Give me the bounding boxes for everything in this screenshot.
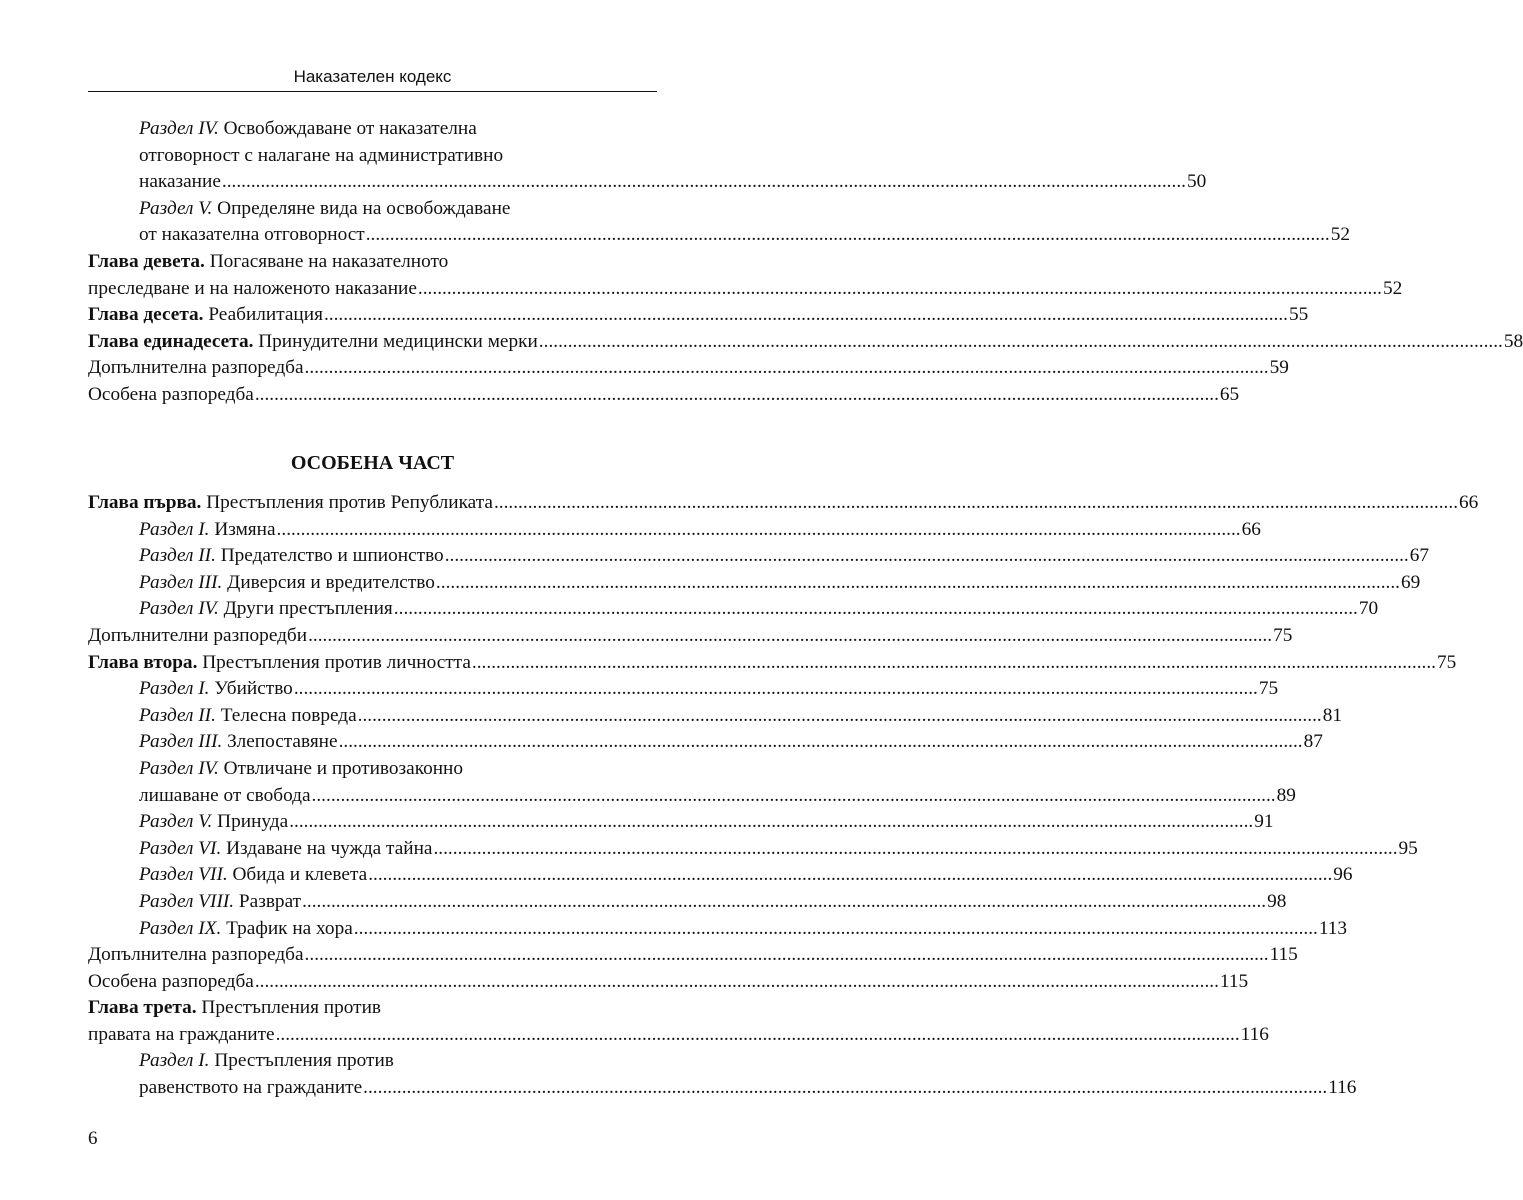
toc-entry-text [88,997,381,1018]
toc-entry-text [139,758,463,779]
toc-entry-line [88,596,1379,623]
toc-entry-line [88,862,1353,889]
toc-page-number: 52 [1330,224,1351,246]
toc-entry-title: преследване и на наложеното наказание [88,277,417,299]
dot-leader: ........................................................................................................................................................................................................ [308,624,1273,646]
toc-entry-text [139,118,477,139]
toc-page-number: 96 [1333,864,1353,886]
toc-entry-line [88,543,1430,570]
toc-page-number: 69 [1400,571,1421,593]
toc-general-part [88,116,1523,409]
toc-entry-text [139,783,311,810]
toc-entry-text [139,729,338,756]
toc-entry-title: Убийство [209,678,293,700]
toc-entry-text [88,969,254,996]
toc-entry-text [139,1050,394,1071]
toc-entry-label: Глава първа. [88,492,202,513]
toc-entry-title: Трафик на хора [221,917,353,939]
toc-entry-line [88,1022,1269,1049]
dot-leader: ........................................................................................................................................................................................................ [363,1077,1328,1099]
toc-entry-label: Раздел II. [139,704,216,726]
toc-entry-text [139,198,510,219]
toc-entry-text [139,596,393,623]
toc-entry-title: Измяна [209,518,276,540]
toc-entry-text [88,382,254,409]
dot-leader: ........................................................................................................................................................................................................ [444,545,1409,567]
toc-entry-text [139,145,503,166]
toc-entry-title: Злепоставяне [222,731,338,753]
toc-page-number: 58 [1503,330,1523,352]
toc-entry-text [139,222,365,249]
toc-entry-label: Глава десета. [88,304,204,326]
toc-page-number: 95 [1398,837,1418,859]
toc-entry-line [88,329,1523,356]
toc-entry-label: Раздел IV. [139,118,219,139]
toc-entry-title: Престъпления против [196,997,381,1019]
dot-leader: ........................................................................................................................................................................................................ [357,704,1322,726]
toc-entry-label: Раздел IV. [139,598,219,620]
toc-entry-label: Глава втора. [88,651,198,673]
dot-leader: ........................................................................................................................................................................................................ [254,970,1219,992]
dot-leader: ........................................................................................................................................................................................................ [471,651,1436,673]
toc-entry-text [88,302,323,329]
toc-entry-title: Престъпления против Републиката [201,492,493,513]
toc-entry-label: Раздел III. [139,571,223,593]
toc-entry-title: лишаване от свобода [139,784,311,806]
toc-entry-title: Допълнителна разпоредба [88,357,304,379]
toc-entry-title: Престъпления против [209,1050,394,1072]
toc-entry-line [88,490,1479,517]
dot-leader: ........................................................................................................................................................................................................ [221,171,1186,193]
toc-entry-label: Раздел IX. [139,917,222,939]
toc-entry-line [88,756,657,783]
toc-entry-text [139,916,353,943]
toc-page-number: 75 [1273,624,1293,646]
toc-page-number: 115 [1219,970,1249,992]
page-number: 6 [88,1128,98,1149]
toc-entry-line [88,169,1207,196]
toc-page-number: 66 [1241,518,1261,540]
toc-entry-line [88,143,657,170]
toc-page-number: 81 [1322,704,1342,726]
toc-entry-label: Глава трета. [88,997,197,1019]
toc-entry-title: от наказателна отговорност [139,224,365,246]
toc-entry-text [139,169,221,196]
toc-entry-line [88,916,1348,943]
toc-entry-title: равенството на гражданите [139,1077,363,1099]
toc-entry-text [139,703,357,730]
toc-entry-title: Особена разпоредба [88,383,254,405]
toc-entry-title: Допълнителни разпоредби [88,624,308,646]
toc-entry-line [88,969,1249,996]
toc-entry-line [88,650,1457,677]
toc-entry-text [88,276,417,303]
toc-entry-line [88,889,1287,916]
toc-entry-text [139,809,288,836]
toc-entry-title: Престъпления против личността [197,651,471,673]
toc-page-number: 75 [1436,651,1457,673]
toc-entry-line [88,196,657,223]
toc-entry-text [139,570,435,597]
toc-entry-line [88,249,657,276]
toc-entry-title: наказание [139,171,221,193]
toc-page-number: 87 [1303,731,1323,753]
toc-entry-text [139,836,432,863]
toc-entry-line [88,729,1323,756]
toc-entry-title: Други престъпления [218,598,393,620]
toc-page-number: 59 [1269,357,1289,379]
toc-page-number: 70 [1358,598,1379,620]
toc-page-number: 67 [1409,545,1430,567]
toc-entry-title: Определяне вида на освобождаване [212,197,511,219]
dot-leader: ........................................................................................................................................................................................................ [433,837,1398,859]
toc-entry-label: Раздел I. [139,678,210,700]
toc-entry-text [139,889,301,916]
toc-page-number: 65 [1219,383,1240,405]
toc-entry-text [139,676,293,703]
toc-page-number: 115 [1269,944,1298,966]
toc-page-number: 50 [1186,171,1207,193]
toc-page-number: 89 [1276,784,1296,806]
toc-entry-label: Раздел V. [139,197,213,219]
toc-entry-text [88,355,304,382]
running-header: Наказателен кодекс [293,67,452,86]
toc-entry-text [139,543,444,570]
toc-entry-title: Освобождаване от наказателна [218,118,477,139]
dot-leader: ........................................................................................................................................................................................................ [435,571,1400,593]
toc-entry-line [88,1048,657,1075]
dot-leader: ........................................................................................................................................................................................................ [353,917,1318,939]
toc-entry-line [88,836,1418,863]
toc-entry-line [88,302,1309,329]
toc-page-number: 52 [1382,277,1403,299]
dot-leader: ........................................................................................................................................................................................................ [417,277,1382,299]
toc-entry-title: Допълнителна разпоредба [88,944,304,966]
toc-entry-label: Раздел IV. [139,757,219,779]
toc-entry-label: Раздел II. [139,545,216,567]
toc-page-number: 55 [1289,304,1309,326]
toc-entry-line [88,995,657,1022]
toc-entry-label: Раздел V. [139,811,213,833]
toc-entry-label: Раздел VIII. [139,890,235,912]
toc-page-number: 91 [1254,811,1274,833]
dot-leader: ........................................................................................................................................................................................................ [338,731,1303,753]
toc-entry-line [88,676,1279,703]
dot-leader: ........................................................................................................................................................................................................ [293,678,1258,700]
toc-entry-label: Раздел III. [139,731,223,753]
toc-entry-text [88,623,307,650]
toc-entry-text [88,251,448,272]
dot-leader: ........................................................................................................................................................................................................ [538,330,1503,352]
toc-entry-title: Предателство и шпионство [215,545,444,567]
dot-leader: ........................................................................................................................................................................................................ [311,784,1276,806]
toc-entry-text [139,862,367,889]
toc-entry-text [88,942,304,969]
toc-entry-text [139,1075,362,1102]
toc-entry-text [139,517,276,544]
dot-leader: ........................................................................................................................................................................................................ [493,492,1459,513]
toc-page-number: 113 [1318,917,1348,939]
toc-entry-title: Погасяване на наказателното [204,250,449,272]
section-title: ОСОБЕНА ЧАСТ [290,452,455,474]
toc-entry-title: Обида и клевета [227,864,368,886]
toc-entry-line [88,276,1403,303]
toc-entry-label: Раздел VI. [139,837,222,859]
toc-entry-label: Раздел VII. [139,864,228,886]
toc-special-part [88,490,1479,1102]
toc-entry-label: Раздел I. [139,518,210,540]
toc-entry-title: Диверсия и вредителство [222,571,435,593]
toc-entry-label: Глава единадесета. [88,330,254,352]
toc-entry-title: Отвличане и противозаконно [218,757,464,779]
dot-leader: ........................................................................................................................................................................................................ [304,357,1269,379]
toc-page-number: 116 [1328,1077,1357,1099]
toc-entry-line [88,116,657,143]
toc-entry-line [88,623,1293,650]
toc-entry-label: Глава девета. [88,250,205,272]
toc-entry-title: Принудителни медицински мерки [253,330,538,352]
dot-leader: ........................................................................................................................................................................................................ [304,944,1269,966]
toc-entry-title: Издаване на чужда тайна [221,837,433,859]
dot-leader: ........................................................................................................................................................................................................ [368,864,1333,886]
toc-entry-line [88,570,1421,597]
toc-entry-title: правата на гражданите [88,1023,275,1045]
toc-entry-title: Реабилитация [203,304,323,326]
dot-leader: ........................................................................................................................................................................................................ [302,890,1267,912]
toc-entry-line [88,942,1298,969]
toc-entry-text [88,329,538,356]
toc-entry-text [88,1022,275,1049]
toc-entry-title: Особена разпоредба [88,970,254,992]
toc-entry-label: Раздел I. [139,1050,210,1072]
toc-entry-line [88,382,1240,409]
dot-leader: ........................................................................................................................................................................................................ [323,304,1288,326]
toc-entry-text [88,490,493,517]
toc-entry-title: Телесна повреда [215,704,357,726]
dot-leader: ........................................................................................................................................................................................................ [365,224,1330,246]
toc-page-number: 75 [1258,678,1279,700]
toc-entry-line [88,517,1261,544]
toc-page-number: 116 [1240,1023,1269,1045]
toc-entry-line [88,783,1296,810]
toc-entry-line [88,355,1289,382]
toc-page-number: 66 [1459,492,1479,513]
toc-entry-line [88,222,1351,249]
toc-entry-title: Разврат [234,890,302,912]
dot-leader: ........................................................................................................................................................................................................ [254,383,1219,405]
toc-entry-line [88,703,1342,730]
dot-leader: ........................................................................................................................................................................................................ [276,518,1241,540]
header-rule [88,91,657,92]
dot-leader: ........................................................................................................................................................................................................ [289,811,1254,833]
toc-entry-line [88,809,1274,836]
toc-entry-text [88,650,471,677]
dot-leader: ........................................................................................................................................................................................................ [393,598,1358,620]
toc-entry-title: Принуда [212,811,289,833]
toc-page-number: 98 [1267,890,1287,912]
toc-entry-line [88,1075,1357,1102]
dot-leader: ........................................................................................................................................................................................................ [275,1023,1240,1045]
toc-entry-title: отговорност с налагане на административно [139,144,504,166]
